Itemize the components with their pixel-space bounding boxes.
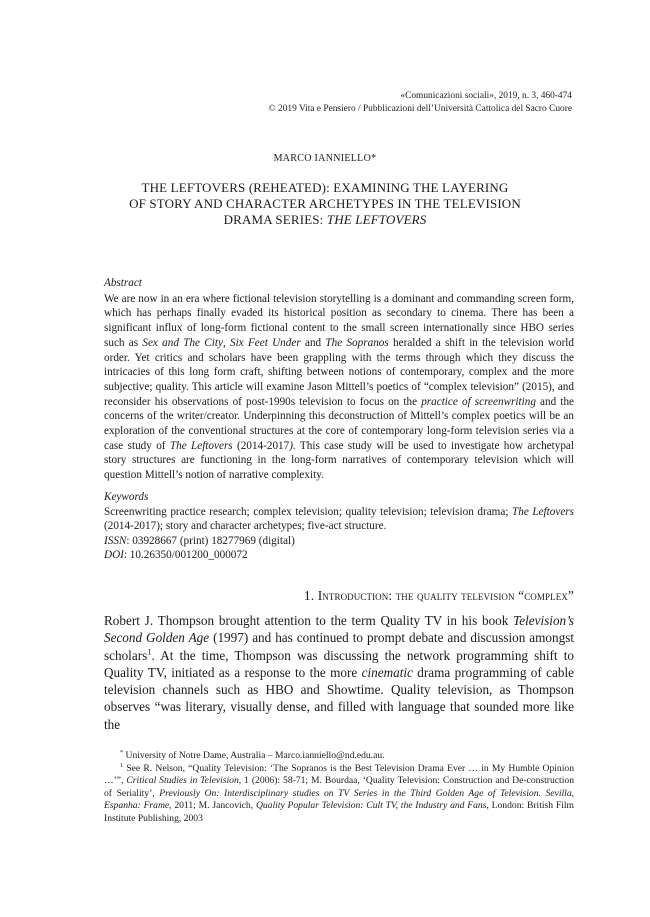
abstract-italic-5: The Leftovers: [169, 439, 233, 452]
intro-book-title: Television’s Second Golden Age: [104, 613, 574, 646]
issn-label: ISSN: [104, 534, 127, 547]
footnote-author: [104, 750, 574, 763]
footnote-1-text-2: , 1 (2006): 58-71; M. Bourdaa, ‘Quality Television: Construction and De-construction of Seriality’,: [104, 775, 574, 799]
abstract-text-6: (2014-2017: [232, 439, 290, 452]
intro-text-5: , initiated as a response to the more: [163, 664, 362, 680]
issn-value: : 03928667 (print) 18277969 (digital): [126, 534, 295, 547]
title-series-name: THE LEFTOVERS: [326, 212, 427, 227]
footnote-1-text-3: , 2011; M. Jancovich,: [169, 800, 256, 812]
intro-italic-cinematic: cinematic: [361, 664, 413, 680]
doi-label: DOI: [104, 549, 124, 562]
doi-line: [104, 548, 574, 563]
running-header: [269, 90, 572, 116]
abstract-italic-6: ).: [289, 439, 296, 452]
footnote-star-text: University of Notre Dame, Australia – Marco.ianniello@nd.edu.au.: [123, 750, 385, 761]
journal-citation: «Comunicazioni sociali», 2019, n. 3, 460-474: [400, 91, 572, 101]
copyright-line: © 2019 Vita e Pensiero / Pubblicazioni dell’Università Cattolica del Sacro Cuore: [268, 104, 572, 114]
abstract-text: [104, 292, 574, 483]
abstract-text-3: and: [300, 336, 326, 349]
abstract-text-4: heralded a shift in the television world order. Yet critics and scholars have been grappling with the terms through which they discuss the intricacies of this long form craft, shifting between notions of contemporary, complex and the more subjective; quality. This article will examine Jason Mittell’s poetics of “complex television” (2015), and reconsider his observations of post-1990s television to focus on the: [104, 336, 574, 408]
section-title: Introduction: the quality television “complex”: [317, 588, 574, 603]
keywords-section: [104, 490, 574, 563]
section-heading: [304, 588, 574, 604]
keywords-text-1: Screenwriting practice research; complex television; quality television; television drama;: [104, 505, 513, 518]
footnote-1: [104, 763, 574, 826]
title-line-2: OF STORY AND CHARACTER ARCHETYPES IN THE TELEVISION: [129, 196, 521, 211]
abstract-section: [104, 276, 574, 483]
abstract-text-7: This case study will be used to investigate how archetypal story structures are functioning in the long-form narratives of contemporary television which will question Mittell’s notion of narrative complexity.: [104, 439, 574, 482]
intro-text-1: Robert J. Thompson brought attention to the term Quality: [104, 613, 425, 628]
abstract-heading: Abstract: [104, 277, 142, 289]
footnote-star-mark: *: [120, 748, 124, 756]
abstract-italic-2: Six Feet Under: [230, 336, 301, 349]
abstract-italic-1: Sex and The City: [142, 336, 223, 349]
author-name: MARCO IANNIELLO*: [273, 153, 377, 164]
intro-text-6: drama programming of cable television channels such as HBO and Showtime. Quality television, as Thompson observes “was literary, visually dense, and filled with language that sounded more like the: [104, 664, 574, 732]
intro-text-4: . At the time, Thompson was discussing the network programming shift to Quality: [104, 647, 574, 680]
footnotes: [104, 750, 574, 826]
keywords-text: [104, 505, 574, 534]
footnote-1-italic-3: Quality Popular Television: Cult TV, the Industry and Fans: [255, 800, 487, 812]
abstract-italic-3: The Sopranos: [325, 336, 389, 349]
title-line-3: [110, 212, 540, 228]
keywords-text-2: (2014-2017); story and character archetypes; five-act structure.: [104, 520, 387, 533]
footnote-1-italic-1: Critical Studies in Television: [126, 775, 239, 787]
abstract-text-1: We are now in an era where fictional television storytelling is a dominant and commanding screen form, which has perhaps finally evaded its historical position as secondary to cinema. There has been a significant influx of long-form fictional content to the small screen internationally since HBO series such as: [104, 292, 574, 349]
title-line-1: THE LEFTOVERS (REHEATED): EXAMINING THE LAYERING: [141, 180, 509, 195]
section-number: 1.: [303, 588, 318, 603]
intro-paragraph: [104, 612, 574, 733]
abstract-text-2: ,: [222, 336, 231, 349]
footnote-1-italic-2: Previously On: Interdisciplinary studies on TV Series in the Third Golden Age of Television. Sevilla, Espanha: Frame: [104, 787, 575, 812]
keywords-heading: Keywords: [104, 491, 149, 503]
doi-value: : 10.26350/001200_000072: [123, 549, 248, 562]
intro-tv-1: TV: [424, 613, 442, 628]
keywords-italic-1: The Leftovers: [512, 505, 575, 518]
intro-tv-2: TV: [147, 664, 164, 680]
title-line-3-text: DRAMA SERIES:: [223, 212, 327, 227]
footnote-1-text-1: See R. Nelson, “Quality Television: ‘The Sopranos is the Best Television Drama Ever … in My Humble Opinion …’”,: [104, 762, 574, 787]
article-title: [110, 180, 540, 228]
issn-line: [104, 534, 574, 549]
abstract-text-5: and the concerns of the writer/creator. Underpinning this deconstruction of Mittell’s complex poetics will be an exploration of the conventional structures at the core of contemporary long-form television series via a case study of: [104, 395, 574, 452]
intro-text-2: in his book: [441, 613, 514, 628]
abstract-italic-4: practice of screenwriting: [421, 395, 536, 408]
intro-text-3: (1997) and has continued to prompt debate and discussion amongst scholars: [104, 630, 574, 663]
footnote-ref-1[interactable]: 1: [147, 646, 152, 657]
footnote-1-mark: 1: [120, 761, 124, 769]
footnote-1-text-4: , London: British Film Institute Publishing, 2003: [104, 800, 575, 824]
